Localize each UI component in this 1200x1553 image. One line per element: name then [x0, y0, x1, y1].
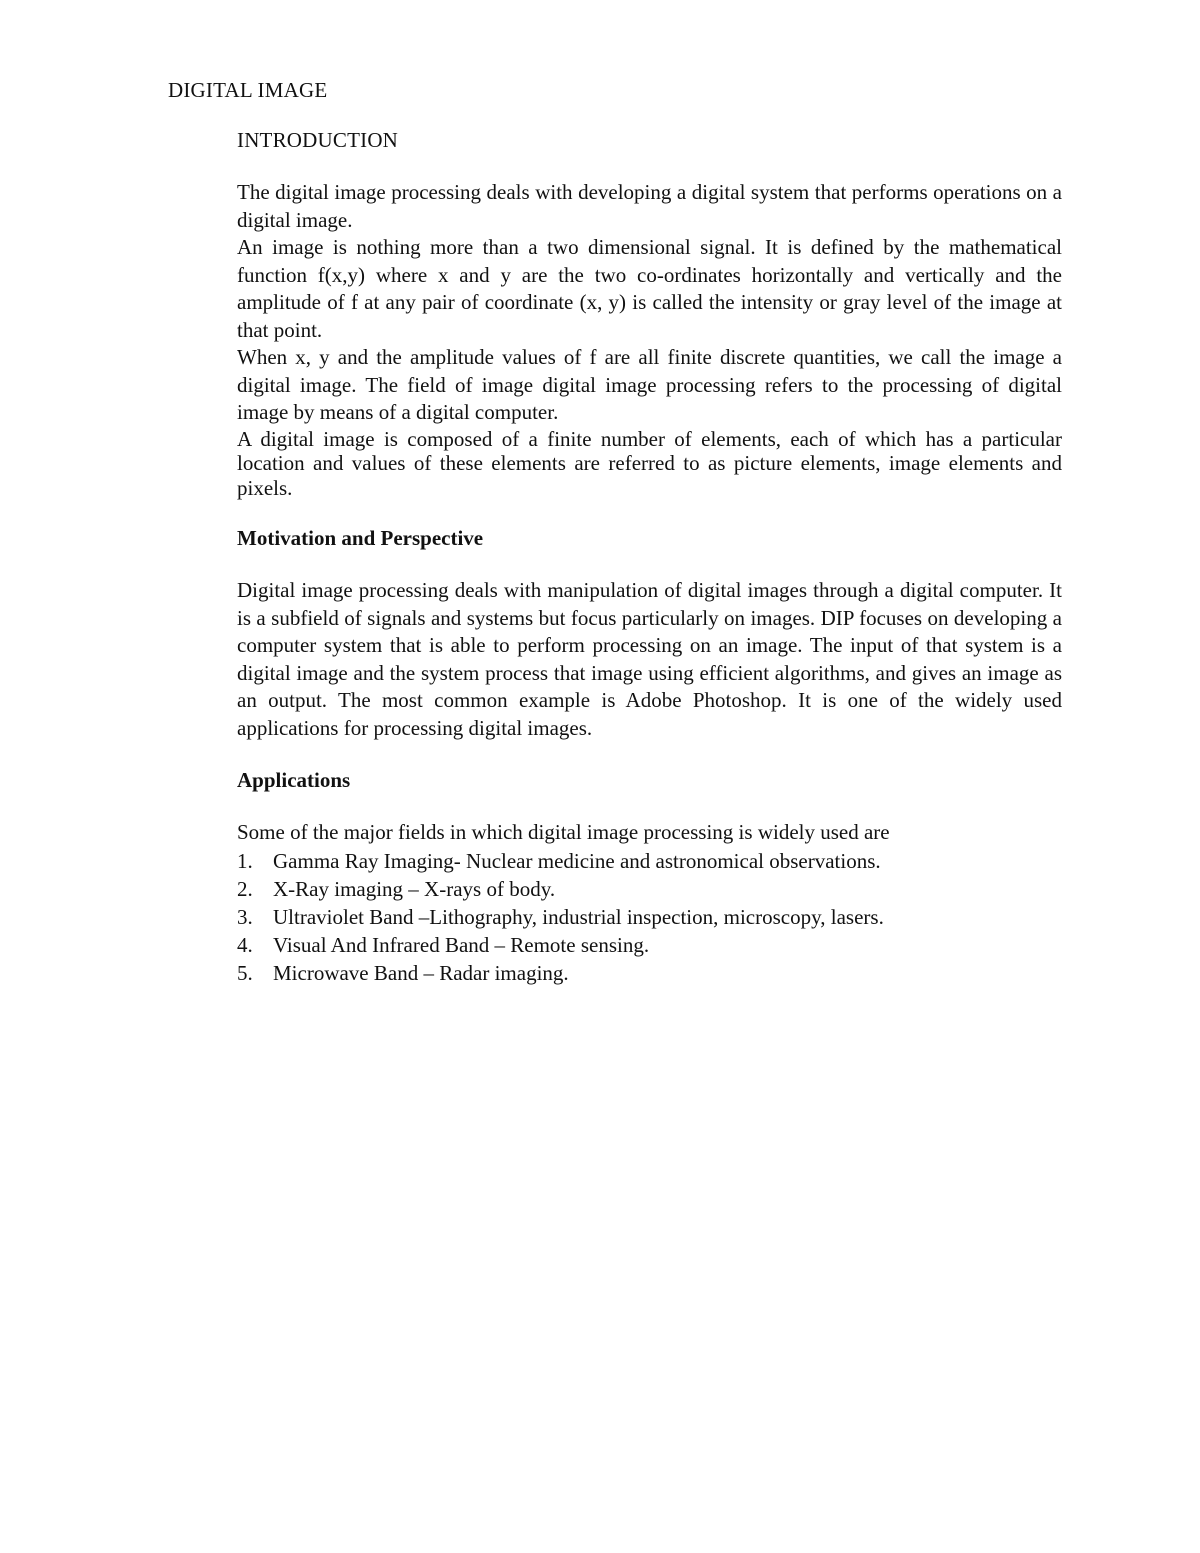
intro-paragraph-4: A digital image is composed of a finite number of elements, each of which has a particular location and values of these elements are referred to as picture elements, image elements and pixels. — [237, 426, 1062, 500]
list-item-number: 5. — [237, 960, 253, 985]
list-item-text: Visual And Infrared Band – Remote sensing. — [273, 932, 650, 957]
intro-paragraph-2: An image is nothing more than a two dimensional signal. It is defined by the mathematical function f(x,y) where x and y are the two co-ordinates horizontally and vertically and the amplitude of f at any pair of coordinate (x, y) is called the intensity or gray level of the image at that point. — [237, 235, 1062, 342]
list-item — [237, 847, 1062, 875]
motivation-heading: Motivation and Perspective — [237, 526, 484, 550]
list-item-text: X-Ray imaging – X-rays of body. — [273, 876, 556, 901]
list-item — [237, 875, 1062, 903]
list-item-text: Gamma Ray Imaging- Nuclear medicine and astronomical observations. — [273, 848, 881, 873]
document-body — [237, 126, 1062, 987]
list-item — [237, 903, 1062, 931]
intro-paragraph-1: The digital image processing deals with developing a digital system that performs operations on a digital image. — [237, 180, 1062, 232]
list-item-text: Ultraviolet Band –Lithography, industrial inspection, microscopy, lasers. — [273, 904, 884, 929]
list-item-number: 1. — [237, 848, 253, 873]
motivation-paragraph: Digital image processing deals with manipulation of digital images through a digital computer. It is a subfield of signals and systems but focus particularly on images. DIP focuses on developing a computer system that is able to perform processing on an image. The input of that system is a digital image and the system process that image using efficient algorithms, and gives an image as an output. The most common example is Adobe Photoshop. It is one of the widely used applications for processing digital images. — [237, 578, 1062, 740]
introduction-heading: INTRODUCTION — [237, 128, 399, 152]
applications-list — [237, 847, 1062, 987]
list-item-number: 2. — [237, 876, 253, 901]
applications-intro: Some of the major fields in which digital image processing is widely used are — [237, 820, 890, 844]
list-item-number: 3. — [237, 904, 253, 929]
applications-heading: Applications — [237, 768, 351, 792]
list-item — [237, 931, 1062, 959]
list-item — [237, 959, 1062, 987]
list-item-number: 4. — [237, 932, 253, 957]
list-item-text: Microwave Band – Radar imaging. — [273, 960, 569, 985]
document-title: DIGITAL IMAGE — [168, 78, 328, 102]
intro-paragraph-3: When x, y and the amplitude values of f are all finite discrete quantities, we call the image a digital image. The field of image digital image processing refers to the processing of digital image by means of a digital computer. — [237, 345, 1062, 424]
